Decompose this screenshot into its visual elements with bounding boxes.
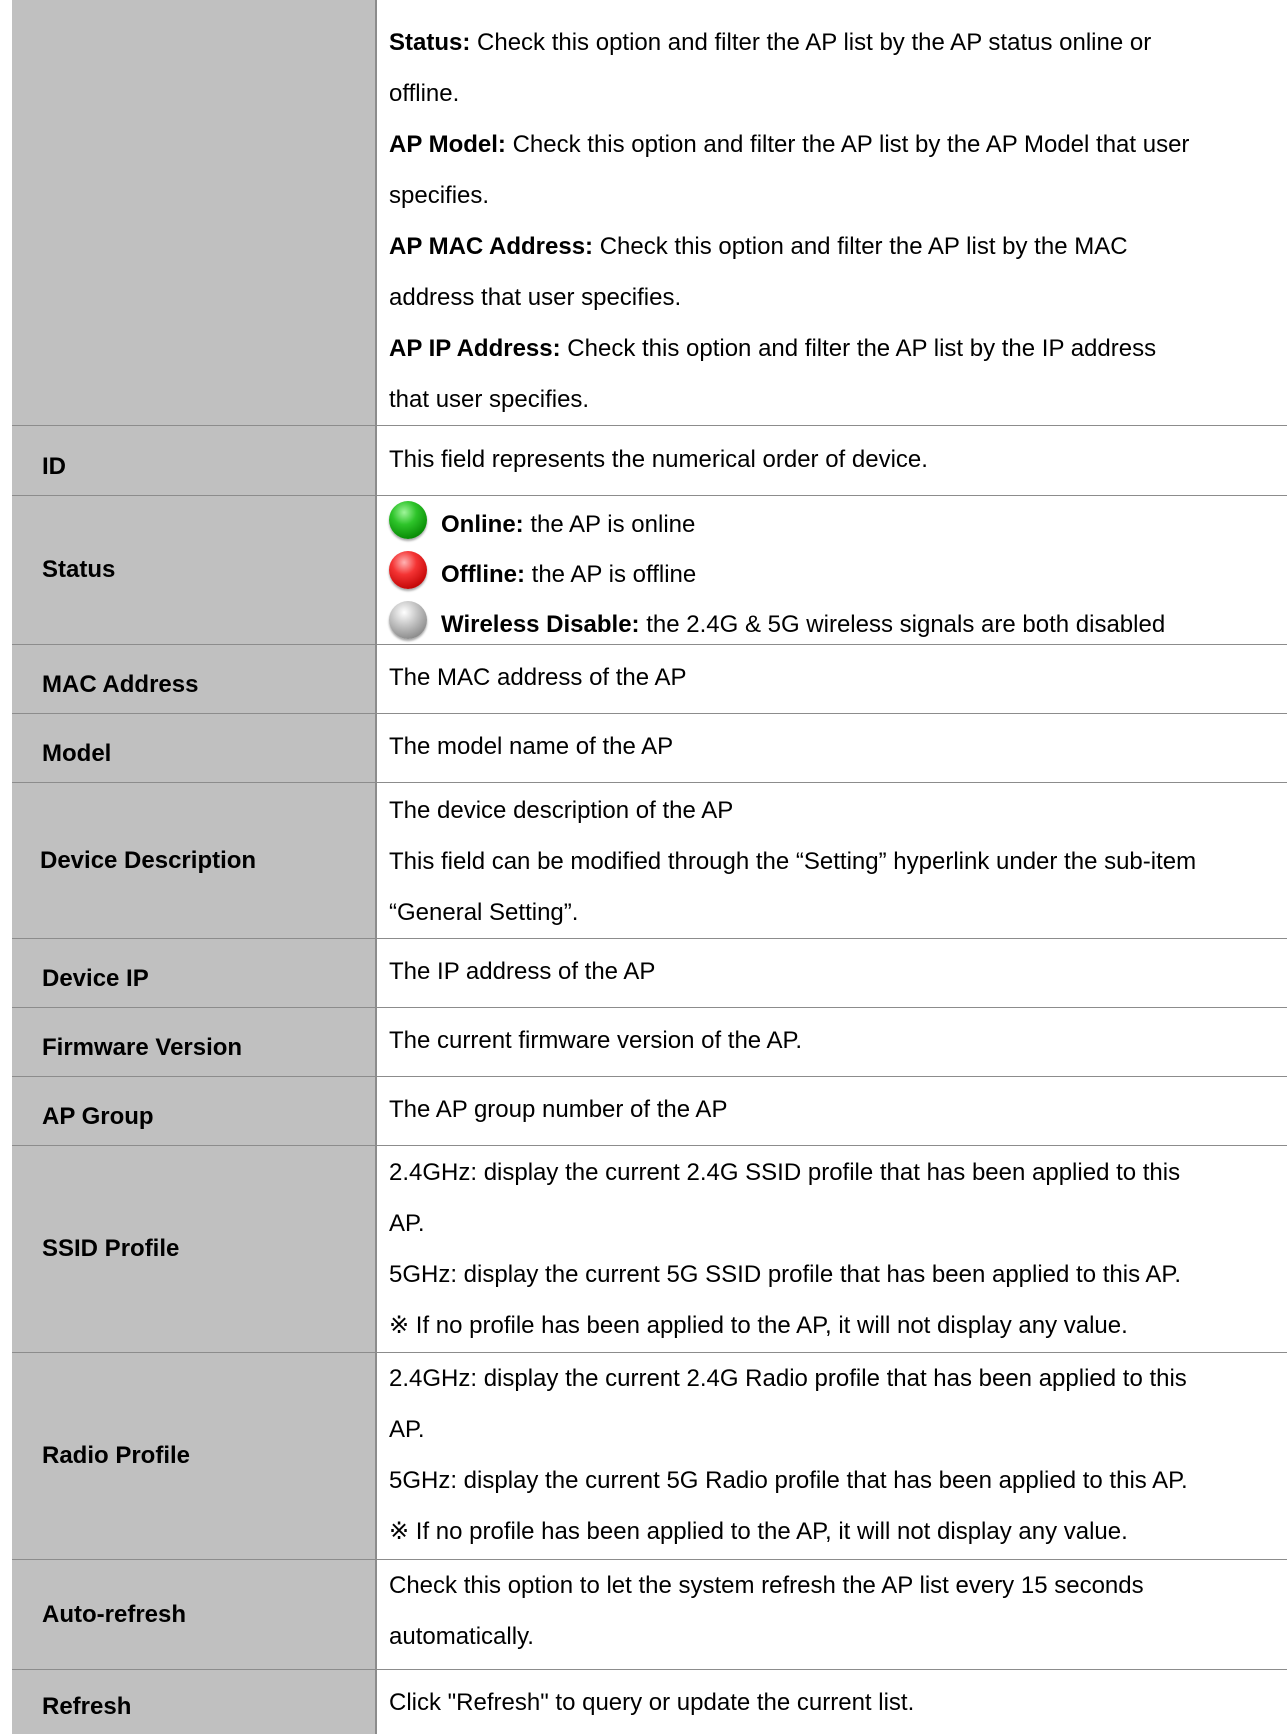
table-row-filter xyxy=(12,0,1287,426)
status-desc xyxy=(376,496,1287,645)
status-disabled-line: Wireless Disable: the 2.4G & 5G wireless signals are both disabled xyxy=(389,600,1287,644)
filter-line-4: specifies. xyxy=(389,182,490,209)
radio-profile-desc xyxy=(376,1353,1287,1560)
table-row-radio-profile xyxy=(12,1353,1287,1560)
status-label: Status xyxy=(12,496,376,645)
table-row-device-ip xyxy=(12,939,1287,1008)
model-label: Model xyxy=(12,714,376,783)
table-row-ap-group xyxy=(12,1077,1287,1146)
filter-line-1: Status: Check this option and filter the AP list by the AP status online or xyxy=(389,29,1152,56)
spec-table xyxy=(12,0,1287,1734)
green-dot-icon xyxy=(389,501,427,539)
radio-line-4: ※ If no profile has been applied to the AP, it will not display any value. xyxy=(389,1518,1128,1545)
mac-label: MAC Address xyxy=(12,645,376,714)
device-description-line-2: This field can be modified through the “Setting” hyperlink under the sub-item xyxy=(389,848,1197,875)
table-row-auto-refresh xyxy=(12,1560,1287,1670)
ssid-profile-label: SSID Profile xyxy=(12,1146,376,1353)
ap-group-label: AP Group xyxy=(12,1077,376,1146)
status-online-line: Online: the AP is online xyxy=(389,500,1287,550)
filter-desc xyxy=(376,0,1287,426)
table-row-refresh xyxy=(12,1670,1287,1734)
radio-line-3: 5GHz: display the current 5G Radio profile that has been applied to this AP. xyxy=(389,1467,1188,1494)
firmware-label: Firmware Version xyxy=(12,1008,376,1077)
firmware-desc: The current firmware version of the AP. xyxy=(376,1008,1287,1077)
refresh-label: Refresh xyxy=(12,1670,376,1734)
device-ip-label: Device IP xyxy=(12,939,376,1008)
table-row-mac xyxy=(12,645,1287,714)
id-desc: This field represents the numerical order of device. xyxy=(376,426,1287,496)
ssid-line-3: 5GHz: display the current 5G SSID profile that has been applied to this AP. xyxy=(389,1261,1182,1288)
filter-line-5: AP MAC Address: Check this option and filter the AP list by the MAC xyxy=(389,233,1128,260)
table-row-id xyxy=(12,426,1287,496)
ssid-line-1: 2.4GHz: display the current 2.4G SSID profile that has been applied to this xyxy=(389,1159,1181,1186)
status-offline-line: Offline: the AP is offline xyxy=(389,550,1287,600)
ssid-profile-desc xyxy=(376,1146,1287,1353)
auto-refresh-label: Auto-refresh xyxy=(12,1560,376,1670)
gray-dot-icon xyxy=(389,601,427,639)
device-description-line-1: The device description of the AP xyxy=(389,797,734,824)
ap-group-desc: The AP group number of the AP xyxy=(376,1077,1287,1146)
filter-line-3: AP Model: Check this option and filter the AP list by the AP Model that user xyxy=(389,131,1190,158)
radio-line-2: AP. xyxy=(389,1416,425,1443)
filter-line-7: AP IP Address: Check this option and filter the AP list by the IP address xyxy=(389,335,1157,362)
red-dot-icon xyxy=(389,551,427,589)
refresh-desc: Click "Refresh" to query or update the current list. xyxy=(376,1670,1287,1734)
table-row-status xyxy=(12,496,1287,645)
auto-refresh-desc xyxy=(376,1560,1287,1670)
radio-profile-label: Radio Profile xyxy=(12,1353,376,1560)
filter-line-6: address that user specifies. xyxy=(389,284,682,311)
table-row-model xyxy=(12,714,1287,783)
device-ip-desc: The IP address of the AP xyxy=(376,939,1287,1008)
ssid-line-2: AP. xyxy=(389,1210,425,1237)
filter-line-8: that user specifies. xyxy=(389,386,590,413)
table-row-firmware xyxy=(12,1008,1287,1077)
filter-line-2: offline. xyxy=(389,80,460,107)
table-row-ssid-profile xyxy=(12,1146,1287,1353)
mac-desc: The MAC address of the AP xyxy=(376,645,1287,714)
radio-line-1: 2.4GHz: display the current 2.4G Radio profile that has been applied to this xyxy=(389,1365,1187,1392)
filter-key xyxy=(12,0,376,426)
device-description-label: Device Description xyxy=(12,783,376,939)
device-description-desc xyxy=(376,783,1287,939)
device-description-line-3: “General Setting”. xyxy=(389,899,579,926)
ssid-line-4: ※ If no profile has been applied to the AP, it will not display any value. xyxy=(389,1312,1128,1339)
auto-refresh-line-2: automatically. xyxy=(389,1623,534,1650)
model-desc: The model name of the AP xyxy=(376,714,1287,783)
table-row-device-description xyxy=(12,783,1287,939)
auto-refresh-line-1: Check this option to let the system refresh the AP list every 15 seconds xyxy=(389,1572,1144,1599)
id-label: ID xyxy=(12,426,376,496)
